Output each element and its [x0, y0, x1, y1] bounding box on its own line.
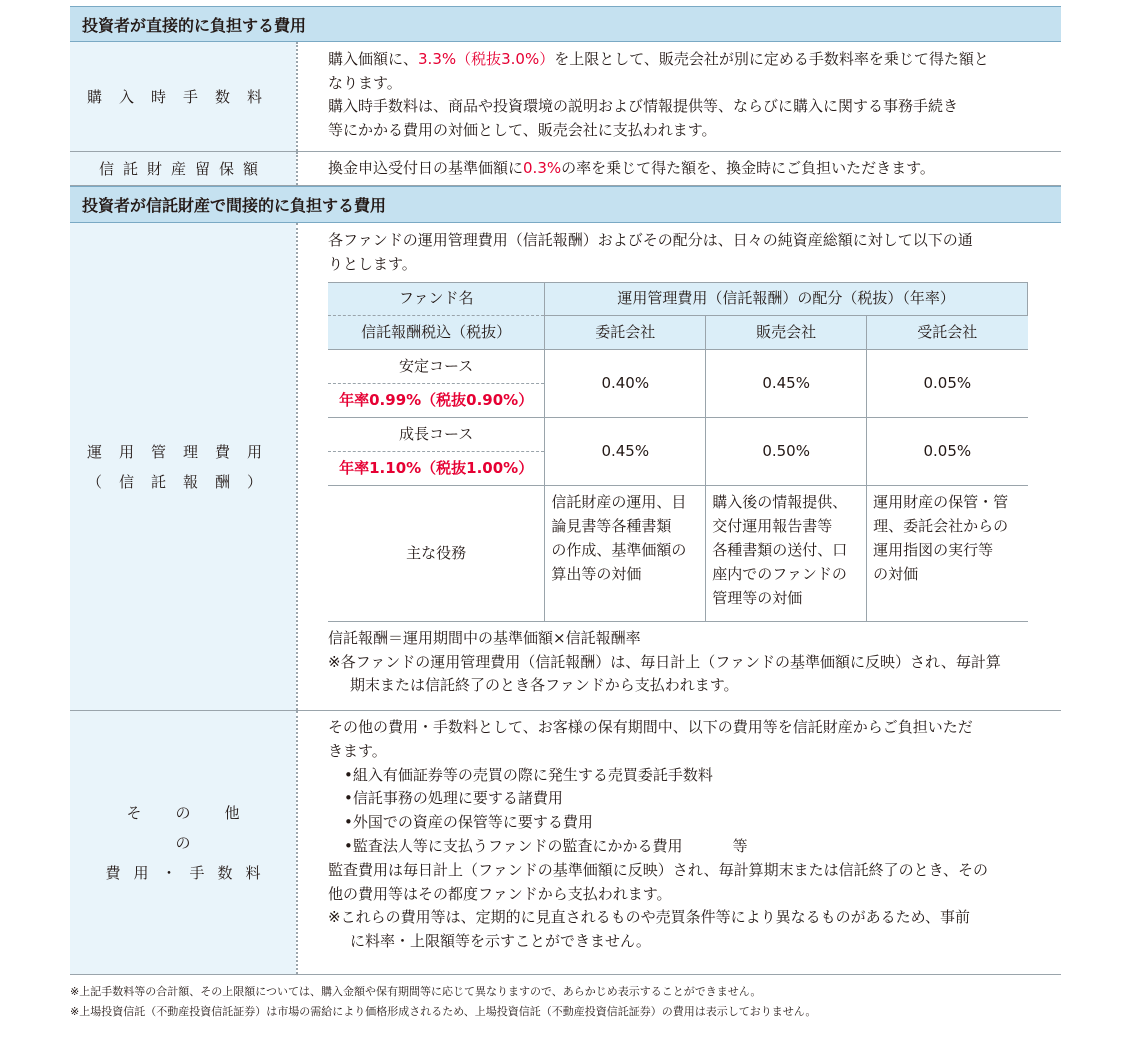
purchase-fee-body: 購入価額に、3.3%（税抜3.0%）を上限として、販売会社が別に定める手数料率を乗じて得た額と なります。 購入時手数料は、商品や投資環境の説明および情報提供等、ならびに購入に関する事務手続き 等にかかる費用の対価として、販売会社に支払われます。: [296, 42, 1061, 151]
role-label: 主な役務: [328, 486, 545, 622]
fee-header: 信託報酬税込（税抜）: [328, 316, 545, 350]
rate-growth-distributor: 0.50%: [706, 418, 867, 486]
role-trustee: 運用財産の保管・管 理、委託会社からの 運用指図の実行等 の対価: [867, 486, 1028, 622]
fund-name-growth: 成長コース: [328, 418, 545, 452]
bullet-item: •外国での資産の保管等に要する費用: [344, 813, 593, 832]
col-distributor: 販売会社: [706, 316, 867, 350]
trust-retention-row: [70, 152, 1061, 186]
footnote-1: ※上記手数料等の合計額、その上限額については、購入金額や保有期間等に応じて異なりますので、あらかじめ表示することができません。: [70, 985, 762, 998]
management-fee-notes: 信託報酬＝運用期間中の基準価額×信託報酬率 ※各ファンドの運用管理費用（信託報酬）は、毎日計上（ファンドの基準価額に反映）され、毎計算 期末または信託終了のとき各ファンドから支払われます。: [328, 629, 1001, 694]
other-fees-row: [70, 711, 1061, 975]
bullet-item: •監査法人等に支払うファンドの監査にかかる費用 等: [344, 836, 748, 855]
bullet-item: •組入有価証券等の売買の際に発生する売買委託手数料: [344, 765, 713, 784]
other-fees-label: その他の 費用・手数料: [70, 711, 296, 974]
management-fee-body: 各ファンドの運用管理費用（信託報酬）およびその配分は、日々の純資産総額に対して以下の通 りとします。 ファンド名 運用管理費用（信託報酬）の配分（税抜）（年率） 信託報酬税込（税抜） 委託会社 販売会社 受託会社 安定コース 0.40% 0.45% 0.05% 年率0.99%（税抜0.90%） 成長コース 0.45% 0.50% 0.05% 年率1.10%（税抜1.00%） 主な役務 信託財産の運用、目 論見書等各種書類 の作成、基準価額の 算出等の対価 購入後の情報提供、 交付運用報告書等 各種書類の送付、口 座内でのファンドの 管理等の対価 運用財産の保管・管 理、委託会社からの 運用指図の実行等 の対価 信託報酬＝運用期間中の基準価額×信託報酬率 ※各ファンドの運用管理費用（信託報酬）は、毎日計上（ファンドの基準価額に反映）され、毎計算 期末または信託終了のとき各ファンドから支払われます。: [296, 223, 1061, 710]
fee-rate-growth: 年率1.10%（税抜1.00%）: [328, 452, 545, 486]
rate-stable-trustee: 0.05%: [867, 350, 1028, 418]
bullet-item: •信託事務の処理に要する諸費用: [344, 789, 563, 808]
management-fee-row: [70, 223, 1061, 711]
purchase-fee-label: 購入時手数料: [70, 42, 296, 151]
role-distributor: 購入後の情報提供、 交付運用報告書等 各種書類の送付、口 座内でのファンドの 管理等の対価: [706, 486, 867, 622]
allocation-header: 運用管理費用（信託報酬）の配分（税抜）（年率）: [545, 283, 1028, 316]
rate-stable-distributor: 0.45%: [706, 350, 867, 418]
col-trustee: 受託会社: [867, 316, 1028, 350]
retention-rate: 0.3%: [523, 159, 562, 177]
rate-growth-trustee: 0.05%: [867, 418, 1028, 486]
fee-allocation-table: [328, 282, 1028, 622]
trust-retention-label: 信託財産留保額: [70, 152, 296, 185]
fund-name-stable: 安定コース: [328, 350, 545, 384]
rate-stable-trustor: 0.40%: [545, 350, 706, 418]
role-trustor: 信託財産の運用、目 論見書等各種書類 の作成、基準価額の 算出等の対価: [545, 486, 706, 622]
management-fee-label: 運用管理費用 （信託報酬）: [70, 223, 296, 710]
section-header-direct-costs: [70, 6, 1061, 42]
section-title: 投資者が直接的に負担する費用: [82, 15, 307, 35]
footnote-2: ※上場投資信託（不動産投資信託証券）は市場の需給により価格形成されるため、上場投資信託（不動産投資信託証券）の費用は表示しておりません。: [70, 1005, 817, 1018]
section-header-indirect-costs: [70, 186, 1061, 223]
purchase-fee-row: [70, 42, 1061, 152]
col-trustor: 委託会社: [545, 316, 706, 350]
purchase-fee-max-rate: 3.3%（税抜3.0%）: [418, 50, 555, 68]
other-fees-body: その他の費用・手数料として、お客様の保有期間中、以下の費用等を信託財産からご負担いただ きます。 •組入有価証券等の売買の際に発生する売買委託手数料 •信託事務の処理に要する諸費用 •外国での資産の保管等に要する費用 •監査法人等に支払うファンドの監査にかかる費用 等 監査費用は毎日計上（ファンドの基準価額に反映）され、毎計算期末または信託終了のとき、その 他の費用等はその都度ファンドから支払われます。 ※これらの費用等は、定期的に見直されるものや売買条件等により異なるものがあるため、事前 に料率・上限額等を示すことができません。: [296, 711, 1061, 974]
fund-name-header: ファンド名: [328, 283, 545, 316]
rate-growth-trustor: 0.45%: [545, 418, 706, 486]
fee-rate-stable: 年率0.99%（税抜0.90%）: [328, 384, 545, 418]
trust-retention-body: 換金申込受付日の基準価額に0.3%の率を乗じて得た額を、換金時にご負担いただきます。: [296, 152, 1061, 185]
section-title: 投資者が信託財産で間接的に負担する費用: [82, 196, 387, 215]
